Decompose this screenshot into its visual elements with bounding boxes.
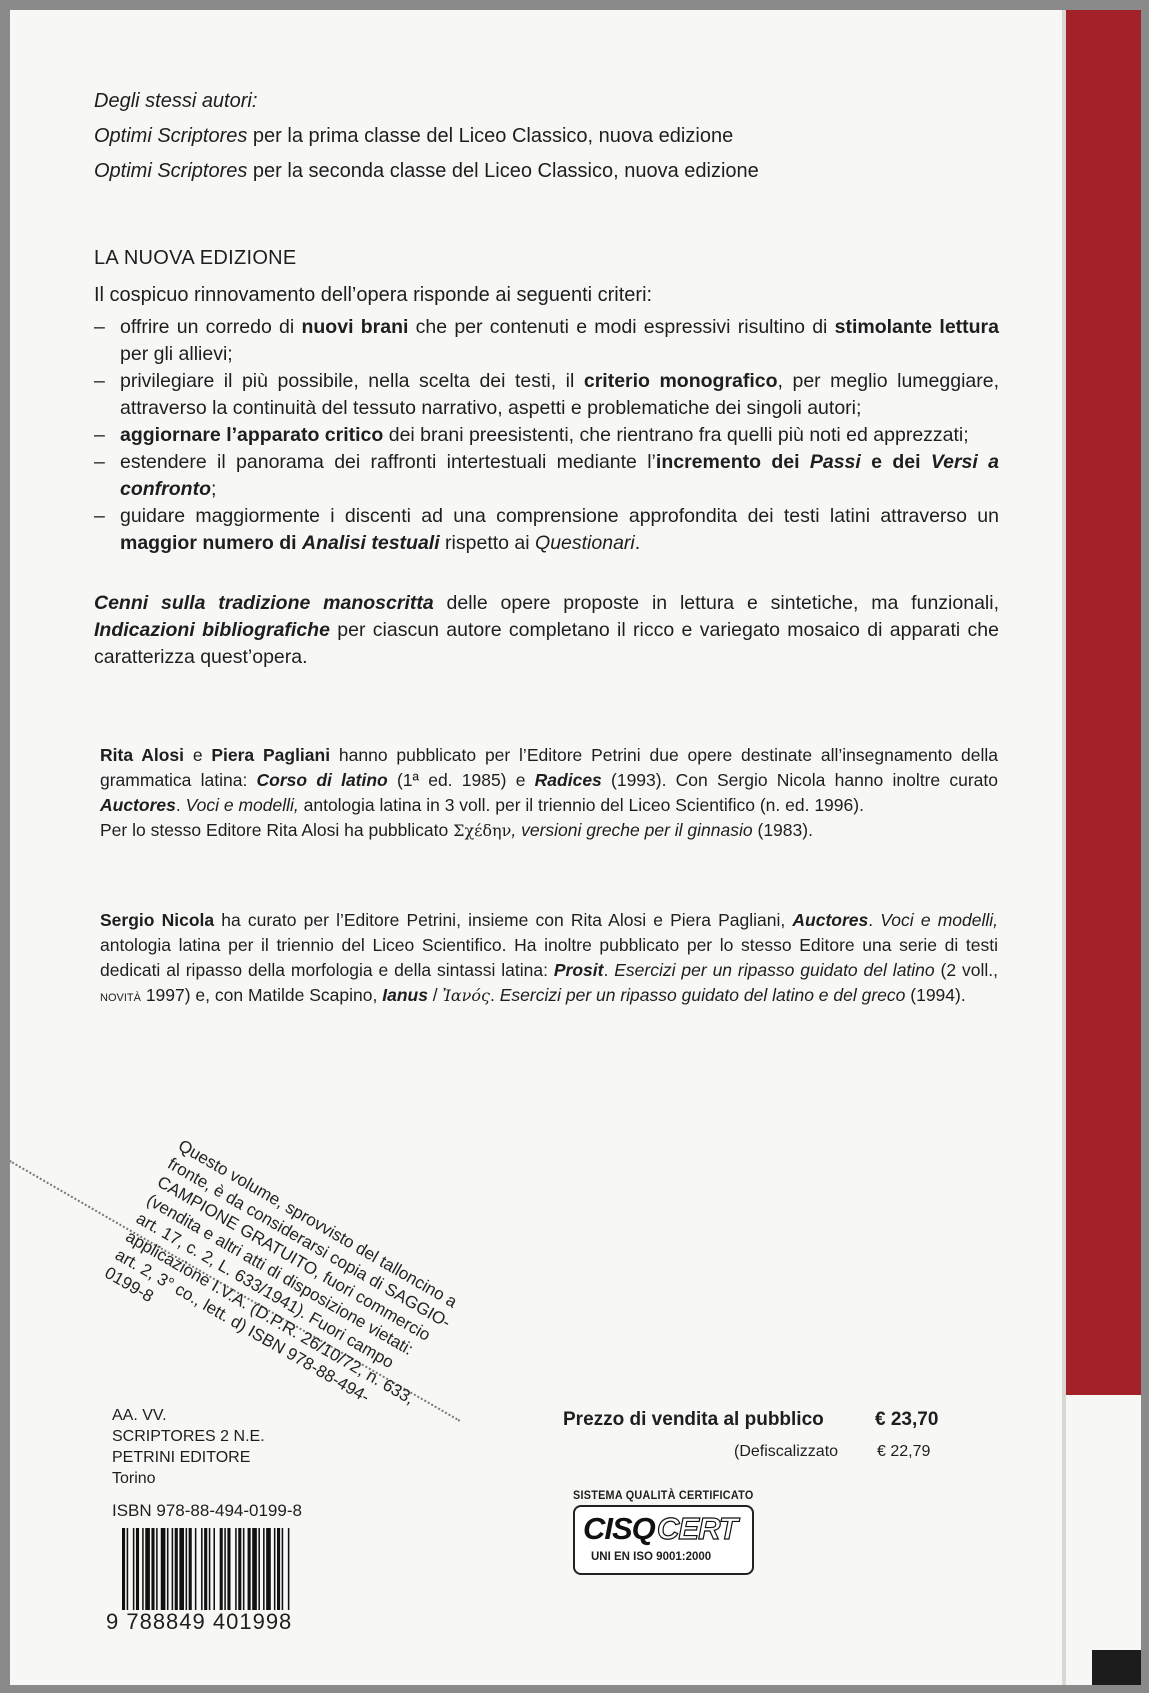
sample-copy-stamp: Questo volume, sprovvisto del talloncino a fronte, è da considerarsi copia di SAGGIO-CAMPIONE GRATUITO, fuori commercio (vendita e altri atti di disposizione vietati: art. 17, c. 2, L. 633/1941). Fuori campo applicazione I.V.A. (D.P.R. 26/10/72, n. 633, art. 2, 3° co., lett. d) ISBN 978-88-494-0199-8 bbox=[101, 1135, 461, 1409]
cert-logo-text: CISQ bbox=[583, 1511, 655, 1546]
cert-iso: UNI EN ISO 9001:2000 bbox=[591, 1551, 712, 1563]
spine-edge bbox=[1062, 10, 1066, 1685]
barcode-bar bbox=[209, 1528, 211, 1610]
list-dash: – bbox=[94, 316, 105, 338]
same-authors-intro: Degli stessi autori: bbox=[94, 90, 258, 112]
imprint-line: PETRINI EDITORE bbox=[112, 1449, 251, 1466]
barcode-bar bbox=[175, 1528, 178, 1610]
barcode-bar bbox=[122, 1528, 125, 1610]
barcode-bar bbox=[189, 1528, 192, 1610]
barcode-bar bbox=[274, 1528, 276, 1610]
barcode-bar bbox=[224, 1528, 226, 1610]
criteria-intro: Il cospicuo rinnovamento dell’opera risponde ai seguenti criteri: bbox=[94, 284, 653, 306]
authors-bio-2 bbox=[100, 908, 998, 1009]
list-dash: – bbox=[94, 505, 105, 527]
list-dash: – bbox=[94, 370, 105, 392]
barcode-bar bbox=[258, 1528, 260, 1610]
barcode-bar bbox=[167, 1528, 169, 1610]
barcode-bar bbox=[282, 1528, 284, 1610]
barcode-bar bbox=[248, 1528, 251, 1610]
barcode-bar bbox=[161, 1528, 166, 1610]
barcode-bar bbox=[156, 1528, 158, 1610]
authors-paragraph: Sergio Nicola ha curato per l’Editore Petrini, insieme con Rita Alosi e Piera Pagliani, Auctores. Voci e modelli, antologia latina per il triennio del Liceo Scientifico. Ha inoltre pubblicato per lo stesso Editore una serie di testi dedicati al ripasso della morfologia e della sintassi latina: Prosit. Esercizi per un ripasso guidato del latino (2 voll., novità 1997) e, con Matilde Scapino, Ianus / Ἰανός. Esercizi per un ripasso guidato del latino e del greco (1994). bbox=[100, 910, 998, 1005]
same-authors-line-2 bbox=[94, 158, 994, 184]
barcode-bar bbox=[277, 1528, 280, 1610]
barcode-bar bbox=[127, 1528, 129, 1610]
same-authors-block bbox=[94, 88, 994, 193]
same-authors-line-1 bbox=[94, 123, 994, 149]
section-heading: LA NUOVA EDIZIONE bbox=[94, 247, 297, 269]
barcode-bar bbox=[243, 1528, 245, 1610]
barcode-bar bbox=[204, 1528, 207, 1610]
criterion-3: – aggiornare l’apparato critico dei brani preesistenti, che rientrano fra quelli più noti ed apprezzati; bbox=[94, 422, 999, 449]
red-spine-band bbox=[1065, 10, 1141, 1395]
defisc-value: € 22,79 bbox=[877, 1443, 931, 1460]
barcode-bar bbox=[220, 1528, 223, 1610]
imprint bbox=[112, 1405, 265, 1489]
barcode-bar bbox=[179, 1528, 184, 1610]
cert-logo-outline-text: CERT bbox=[657, 1511, 737, 1546]
barcode-bar bbox=[263, 1528, 265, 1610]
imprint-line: AA. VV. bbox=[112, 1407, 167, 1424]
book-title: Optimi Scriptores bbox=[94, 125, 248, 147]
book-subtitle: per la prima classe del Liceo Classico, nuova edizione bbox=[247, 125, 734, 147]
barcode-bar bbox=[201, 1528, 203, 1610]
barcode-bar bbox=[227, 1528, 230, 1610]
barcode-bar bbox=[238, 1528, 241, 1610]
criterion-5: – guidare maggiormente i discenti ad una comprensione approfondita dei testi latini attraverso un maggior numero di Analisi testuali rispetto ai Questionari. bbox=[94, 505, 999, 554]
authors-paragraph: Per lo stesso Editore Rita Alosi ha pubblicato Σχέδην, versioni greche per il ginnasio (1983). bbox=[100, 820, 813, 840]
price-value: € 23,70 bbox=[875, 1409, 939, 1430]
criterion-2: – privilegiare il più possibile, nella scelta dei testi, il criterio monografico, per meglio lumeggiare, attraverso la continuità del tessuto narrativo, aspetti e problematiche dei singoli autori; bbox=[94, 370, 999, 419]
barcode-bar bbox=[266, 1528, 271, 1610]
book-subtitle: per la seconda classe del Liceo Classico, nuova edizione bbox=[247, 160, 759, 182]
barcode-bar bbox=[288, 1528, 290, 1610]
imprint-line: SCRIPTORES 2 N.E. bbox=[112, 1428, 265, 1445]
cisq-cert-logo bbox=[573, 1505, 754, 1575]
list-dash: – bbox=[94, 451, 105, 473]
corner-block bbox=[1092, 1650, 1141, 1685]
book-title: Optimi Scriptores bbox=[94, 160, 248, 182]
barcode-bar bbox=[151, 1528, 154, 1610]
barcode-bar bbox=[252, 1528, 257, 1610]
barcode-bar bbox=[172, 1528, 174, 1610]
isbn-text: ISBN 978-88-494-0199-8 bbox=[112, 1501, 302, 1520]
barcode-bar bbox=[133, 1528, 135, 1610]
cert-title: SISTEMA QUALITÀ CERTIFICATO bbox=[573, 1488, 754, 1502]
barcode-bar bbox=[142, 1528, 144, 1610]
barcode-bar bbox=[235, 1528, 237, 1610]
cenni-paragraph: Cenni sulla tradizione manoscritta delle opere proposte in lettura e sintetiche, ma funzionali, Indicazioni bibliografiche per ciascun autore completano il ricco e variegato mosaico di apparati che caratterizza quest’opera. bbox=[94, 592, 1000, 668]
imprint-line: Torino bbox=[112, 1470, 156, 1487]
back-cover bbox=[10, 10, 1141, 1685]
barcode-bar bbox=[136, 1528, 139, 1610]
criteria-list bbox=[94, 314, 999, 557]
barcode bbox=[122, 1528, 344, 1610]
price-label: Prezzo di vendita al pubblico bbox=[563, 1409, 824, 1430]
authors-paragraph: Rita Alosi e Piera Pagliani hanno pubblicato per l’Editore Petrini due opere destinate all’insegnamento della grammatica latina: Corso di latino (1ª ed. 1985) e Radices (1993). Con Sergio Nicola hanno inoltre curato Auctores. Voci e modelli, antologia latina in 3 voll. per il triennio del Liceo Scientifico (n. ed. 1996). bbox=[100, 745, 999, 815]
barcode-bar bbox=[213, 1528, 215, 1610]
barcode-bar bbox=[145, 1528, 150, 1610]
list-dash: – bbox=[94, 424, 105, 446]
defisc-label: (Defiscalizzato bbox=[734, 1443, 839, 1460]
criterion-1: – offrire un corredo di nuovi brani che per contenuti e modi espressivi risultino di stimolante lettura per gli allievi; bbox=[94, 316, 999, 365]
criterion-4: – estendere il panorama dei raffronti intertestuali mediante l’incremento dei Passi e dei Versi a confronto; bbox=[94, 451, 999, 500]
barcode-bar bbox=[195, 1528, 197, 1610]
barcode-bar bbox=[186, 1528, 188, 1610]
barcode-digits: 9 788849 401998 bbox=[106, 1609, 293, 1634]
authors-bio-1 bbox=[100, 743, 998, 843]
